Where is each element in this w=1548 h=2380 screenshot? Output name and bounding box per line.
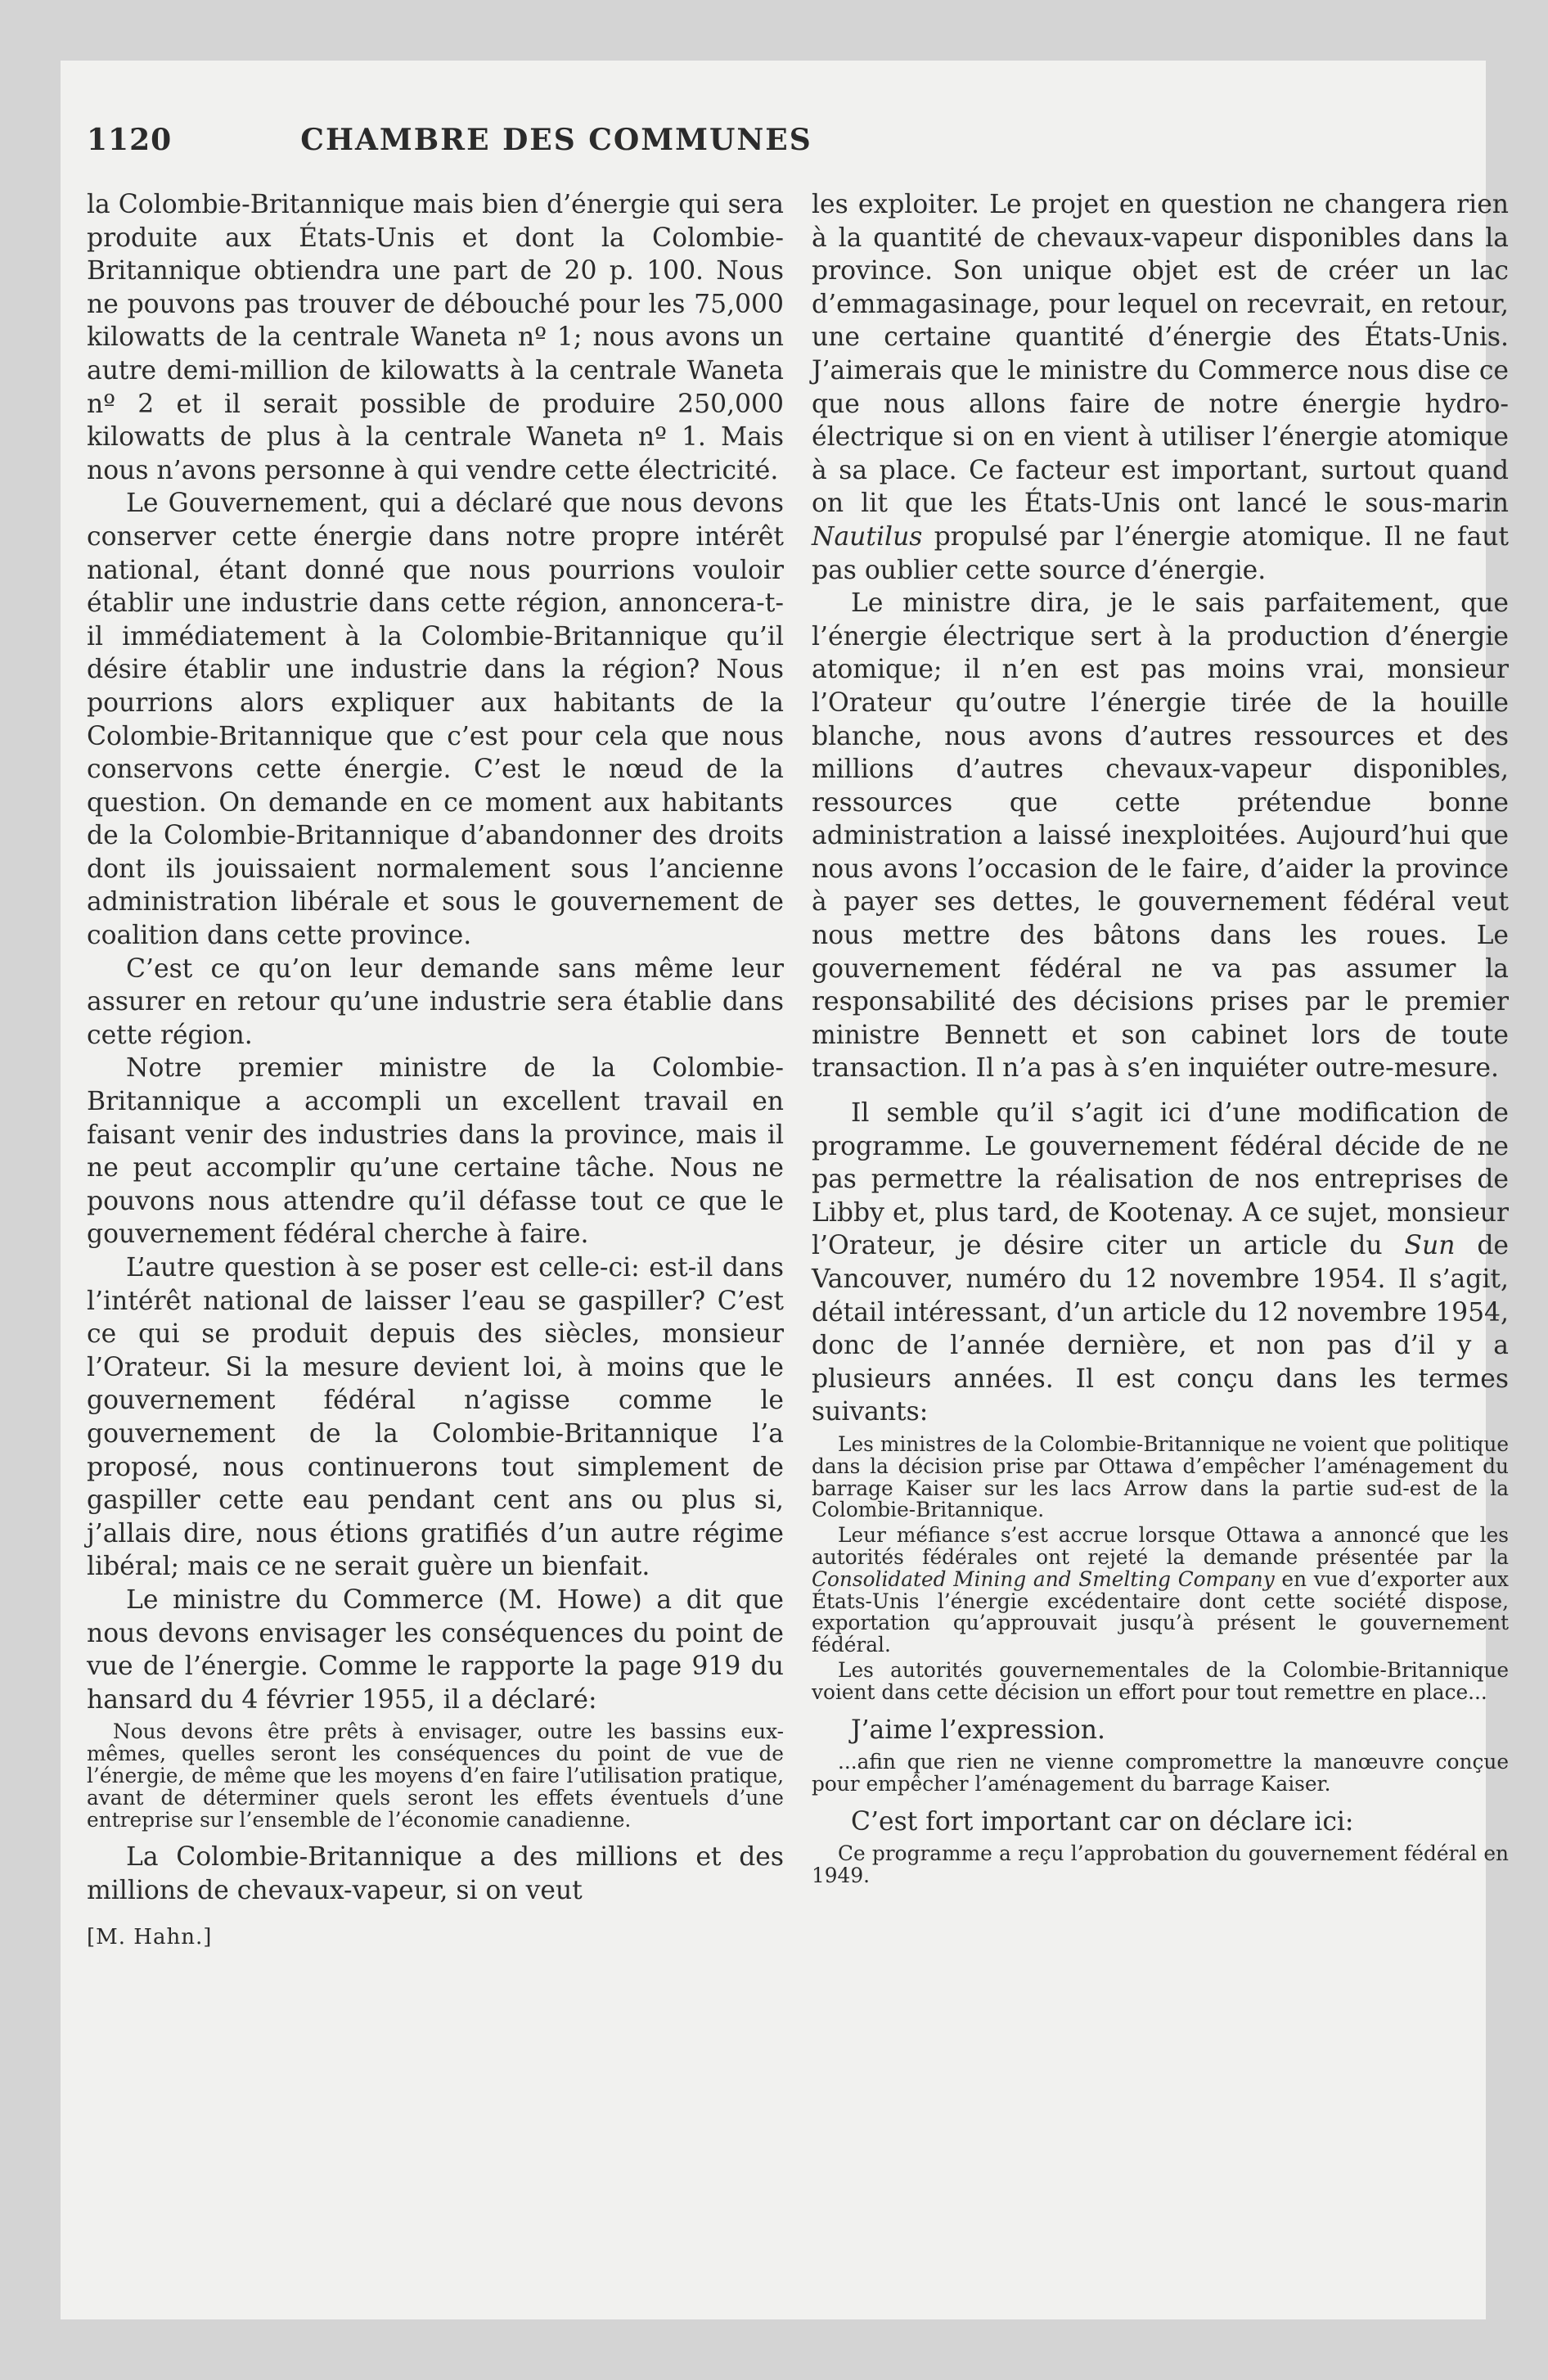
- block-quote: Les autorités gouvernementales de la Colombie-Britannique voient dans cette décision un effort pour tout remettre en place...: [812, 1657, 1509, 1704]
- right-column: [812, 188, 1509, 1891]
- paragraph: C’est fort important car on déclare ici:: [851, 1806, 1354, 1837]
- page-header: [87, 123, 1026, 164]
- block-quote: [812, 1525, 1509, 1657]
- italic-title: Consolidated Mining and Smelting Company: [812, 1566, 1275, 1591]
- italic-title: Nautilus: [812, 521, 923, 552]
- paragraph: La Colombie-Britannique a des millions et des millions de chevaux-vapeur, si on veut: [87, 1842, 784, 1905]
- paragraph: Le ministre du Commerce (M. Howe) a dit que nous devons envisager les conséquences du point de vue de l’énergie. Comme le rapporte la page 919 du hansard du 4 février 1955, il a déclaré:: [87, 1584, 784, 1715]
- paragraph: L’autre question à se poser est celle-ci: est-il dans l’intérêt national de laisser l’eau se gaspiller? C’est ce qui se produit depuis des siècles, monsieur l’Orateur. Si la mesure devient loi, à moins que le gouvernement fédéral n’agisse comme le gouvernement de la Colombie-Britannique l’a proposé, nous continuerons tout simplement de gaspiller cette eau pendant cent ans ou plus si, j’allais dire, nous étions gratifiés d’un autre régime libéral; mais ce ne serait guère un bienfait.: [87, 1253, 784, 1582]
- page-number: 1120: [87, 123, 173, 157]
- italic-title: Sun: [1404, 1231, 1456, 1261]
- running-head: CHAMBRE DES COMMUNES: [300, 123, 812, 157]
- paragraph: Le Gouvernement, qui a déclaré que nous devons conserver cette énergie dans notre propre intérêt national, étant donné que nous pourrions vouloir établir une industrie dans cette région, annoncera-t-il immédiatement à la Colombie-Britannique qu’il désire établir une industrie dans la région? Nous pourrions alors expliquer aux habitants de la Colombie-Britannique que c’est pour cela que nous conservons cette énergie. C’est le nœud de la question. On demande en ce moment aux habitants de la Colombie-Britannique d’abandonner des droits dont ils jouissaient normalement sous l’ancienne administration libérale et sous le gouvernement de coalition dans cette province.: [87, 489, 784, 951]
- speaker-attribution: [M. Hahn.]: [87, 1925, 213, 1950]
- block-quote: Ce programme a reçu l’approbation du gouvernement fédéral en 1949.: [812, 1841, 1509, 1888]
- text-run: Il semble qu’il s’agit ici d’une modification de programme. Le gouvernement fédéral décide de ne pas permettre la réalisation de nos entreprises de Libby et, plus tard, de Kootenay. A ce sujet, monsieur l’Orateur, je désire citer un article du: [812, 1098, 1509, 1261]
- block-quote: Nous devons être prêts à envisager, outre les bassins eux-mêmes, quelles seront les conséquences du point de vue de l’énergie, de même que les moyens d’en faire l’utilisation pratique, avant de déterminer quels seront les effets éventuels d’une entreprise sur l’ensemble de l’économie canadienne.: [87, 1720, 784, 1832]
- block-quote: Les ministres de la Colombie-Britannique ne voient que politique dans la décision prise par Ottawa d’empêcher l’aménagement du barrage Kaiser sur les lacs Arrow dans la partie sud-est de la Colombie-Britannique.: [812, 1431, 1509, 1522]
- paragraph: C’est ce qu’on leur demande sans même leur assurer en retour qu’une industrie sera établie dans cette région.: [87, 953, 784, 1050]
- text-run: Leur méfiance s’est accrue lorsque Ottawa a annoncé que les autorités fédérales ont rejeté la demande présentée par la: [812, 1523, 1509, 1569]
- paragraph: [812, 1097, 1509, 1429]
- text-run: propulsé par l’énergie atomique. Il ne faut pas oublier cette source d’énergie.: [812, 521, 1510, 585]
- paragraph: Notre premier ministre de la Colombie-Britannique a accompli un excellent travail en faisant venir des industries dans la province, mais il ne peut accomplir qu’une certaine tâche. Nous ne pouvons nous attendre qu’il défasse tout ce que le gouvernement fédéral cherche à faire.: [87, 1053, 784, 1250]
- text-run: les exploiter. Le projet en question ne changera rien à la quantité de chevaux-vapeur disponibles dans la province. Son unique objet est de créer un lac d’emmagasinage, pour lequel on recevrait, en retour, une certaine quantité d’énergie des États-Unis. J’aimerais que le ministre du Commerce nous dise ce que nous allons faire de notre énergie hydro-électrique si on en vient à utiliser l’énergie atomique à sa place. Ce facteur est important, surtout quand on lit que les États-Unis ont lancé le sous-marin: [812, 190, 1509, 519]
- paragraph: Le ministre dira, je le sais parfaitement, que l’énergie électrique sert à la production d’énergie atomique; il n’en est pas moins vrai, monsieur l’Orateur qu’outre l’énergie tirée de la houille blanche, nous avons d’autres ressources et des millions d’autres chevaux-vapeur disponibles, ressources que cette prétendue bonne administration a laissé inexploitées. Aujourd’hui que nous avons l’occasion de le faire, d’aider la province à payer ses dettes, le gouvernement fédéral veut nous mettre des bâtons dans les roues. Le gouvernement fédéral ne va pas assumer la responsabilité des décisions prises par le premier ministre Bennett et son cabinet lors de toute transaction. Il n’a pas à s’en inquiéter outre-mesure.: [812, 588, 1509, 1084]
- block-quote: ...afin que rien ne vienne compromettre la manœuvre conçue pour empêcher l’aménagement du barrage Kaiser.: [812, 1750, 1509, 1796]
- text-run: de Vancouver, numéro du 12 novembre 1954. Il s’agit, détail intéressant, d’un article du 12 novembre 1954, donc de l’année dernière, et non pas d’il y a plusieurs années. Il est conçu dans les termes suivants:: [812, 1231, 1509, 1427]
- paragraph: la Colombie-Britannique mais bien d’énergie qui sera produite aux États-Unis et dont la Colombie-Britannique obtiendra une part de 20 p. 100. Nous ne pouvons pas trouver de débouché pour les 75,000 kilowatts de la centrale Waneta nº 1; nous avons un autre demi-million de kilowatts à la centrale Waneta nº 2 et il serait possible de produire 250,000 kilowatts de plus à la centrale Waneta nº 1. Mais nous n’avons personne à qui vendre cette électricité.: [87, 190, 784, 485]
- text-run: en vue d’exporter aux États-Unis l’énergie excédentaire dont cette société dispose, exportation qu’approuvait jusqu’à présent le gouvernement fédéral.: [812, 1566, 1509, 1657]
- paragraph: [812, 188, 1509, 587]
- left-column: [87, 188, 784, 1950]
- paragraph: J’aime l’expression.: [851, 1715, 1105, 1745]
